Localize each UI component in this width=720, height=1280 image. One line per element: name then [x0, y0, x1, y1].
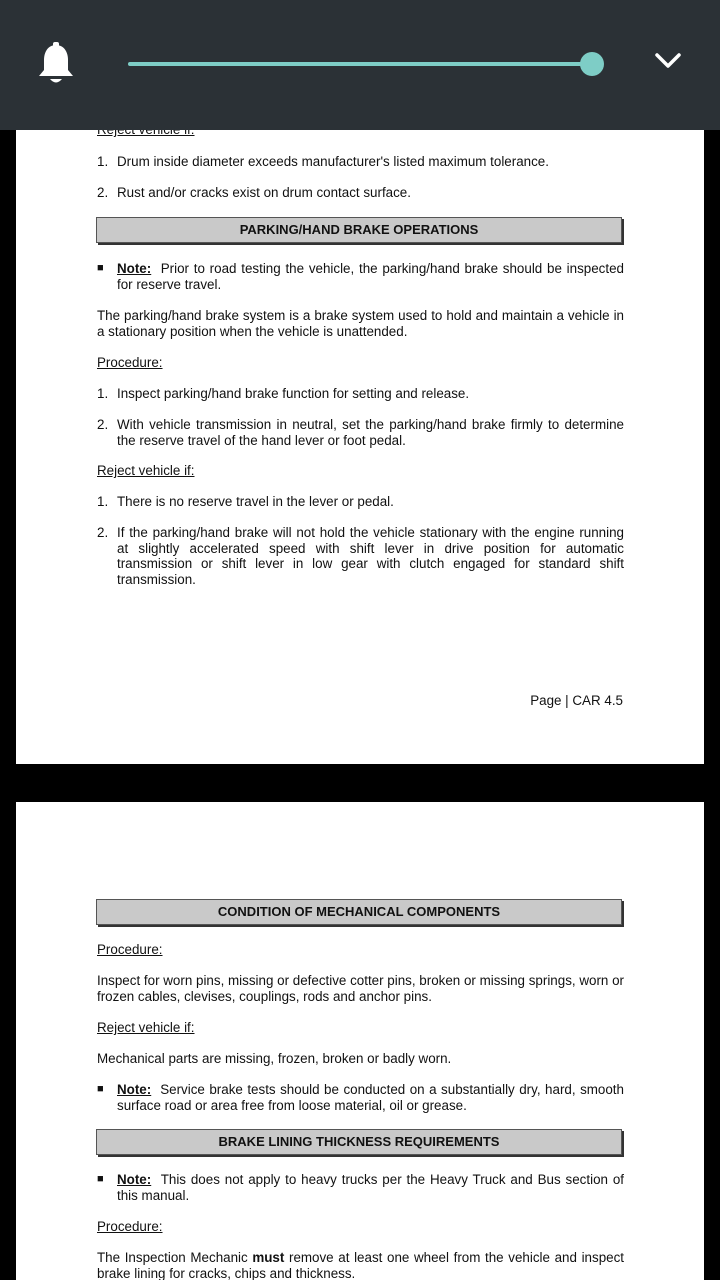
bell-icon[interactable]	[36, 42, 76, 86]
viewer-toolbar	[0, 0, 720, 130]
list-item: 2. Rust and/or cracks exist on drum contact surface.	[97, 185, 411, 200]
document-page	[16, 118, 704, 764]
paragraph: Mechanical parts are missing, frozen, broken or badly worn.	[97, 1051, 452, 1066]
procedure-label: Procedure:	[97, 355, 163, 370]
paragraph: The parking/hand brake system is a brake system used to hold and maintain a vehicle in a stationary position when the vehicle is unattended.	[97, 308, 624, 339]
list-item: 2. With vehicle transmission in neutral, set the parking/hand brake firmly to determine the reserve travel of the hand lever or foot pedal.	[97, 417, 624, 448]
page-number: Page | CAR 4.5	[530, 693, 623, 708]
section-heading: CONDITION OF MECHANICAL COMPONENTS	[96, 899, 622, 925]
procedure-label: Procedure:	[97, 1219, 163, 1234]
section-heading: PARKING/HAND BRAKE OPERATIONS	[96, 217, 622, 243]
note-bullet: ■ Note: This does not apply to heavy trucks per the Heavy Truck and Bus section of this manual.	[97, 1172, 624, 1203]
reject-label: Reject vehicle if:	[97, 1020, 195, 1035]
procedure-label: Procedure:	[97, 942, 163, 957]
reject-label: Reject vehicle if:	[97, 463, 195, 478]
progress-slider-thumb[interactable]	[580, 52, 604, 76]
page-progress-slider[interactable]	[128, 62, 594, 66]
chevron-down-icon[interactable]	[654, 50, 682, 72]
document-page	[16, 802, 704, 1280]
list-item: 1. Drum inside diameter exceeds manufacturer's listed maximum tolerance.	[97, 154, 549, 169]
note-bullet: ■ Note: Prior to road testing the vehicle, the parking/hand brake should be inspected for reserve travel.	[97, 261, 624, 292]
section-heading: BRAKE LINING THICKNESS REQUIREMENTS	[96, 1129, 622, 1155]
list-item: 2. If the parking/hand brake will not hold the vehicle stationary with the engine running at slightly accelerated speed with shift lever in drive position for automatic transmission or shift lever in low gear with clutch engaged for standard shift transmission.	[97, 525, 624, 587]
note-bullet: ■ Note: Service brake tests should be conducted on a substantially dry, hard, smooth surface road or area free from loose material, oil or grease.	[97, 1082, 624, 1113]
list-item: 1. There is no reserve travel in the lever or pedal.	[97, 494, 394, 509]
list-item: 1. Inspect parking/hand brake function for setting and release.	[97, 386, 470, 401]
paragraph: Inspect for worn pins, missing or defective cotter pins, broken or missing springs, worn or frozen cables, clevises, couplings, rods and anchor pins.	[97, 973, 624, 1004]
paragraph: The Inspection Mechanic must remove at least one wheel from the vehicle and inspect brake lining for cracks, chips and thickness.	[97, 1250, 624, 1280]
